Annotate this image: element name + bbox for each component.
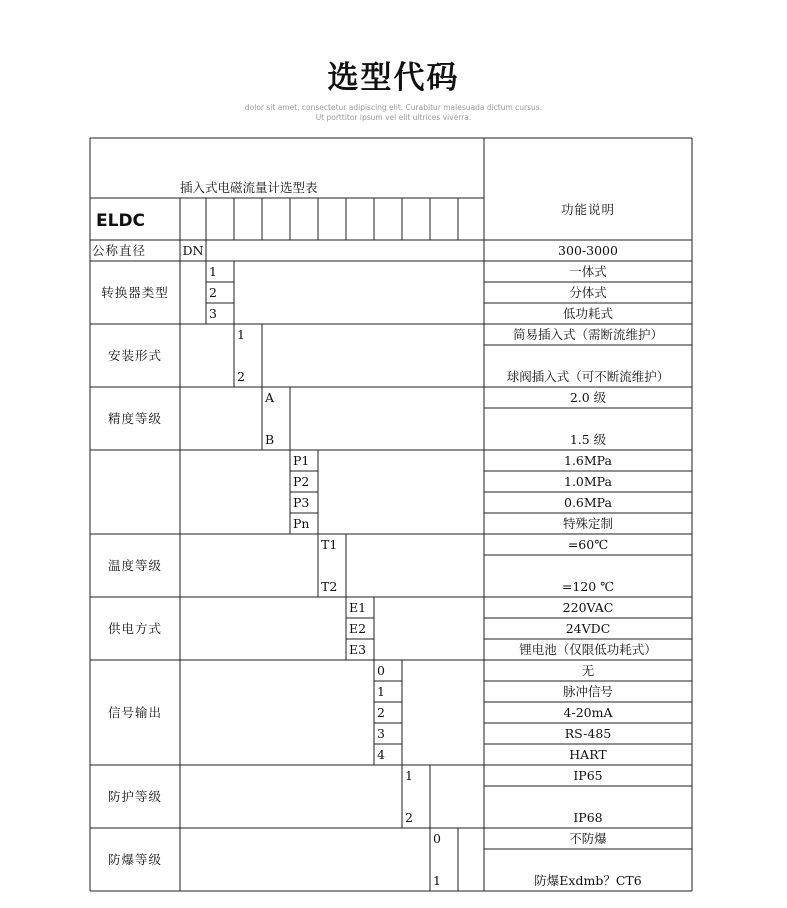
diameter-desc: 300-3000 xyxy=(558,243,618,258)
accuracy-code: B xyxy=(265,431,275,447)
signal-desc: RS-485 xyxy=(564,725,612,741)
converter-desc: 低功耗式 xyxy=(562,305,613,321)
pressure-desc: 1.0MPa xyxy=(564,473,612,489)
signal-desc: 无 xyxy=(581,662,595,678)
converter-code: 3 xyxy=(209,305,217,321)
explosion-desc: 防爆Exdmb？CT6 xyxy=(534,872,642,888)
model-code: ELDC xyxy=(96,211,146,231)
accuracy-code: A xyxy=(265,389,275,405)
signal-desc: 4-20mA xyxy=(563,704,613,720)
install-code: 1 xyxy=(237,326,245,342)
converter-label: 转换器类型 xyxy=(101,284,169,300)
power-code: E3 xyxy=(349,641,367,657)
install-desc: 简易插入式（需断流维护） xyxy=(512,326,663,342)
signal-label: 信号输出 xyxy=(107,704,162,720)
accuracy-desc: 2.0 级 xyxy=(569,389,607,405)
pressure-desc: 特殊定制 xyxy=(562,515,613,531)
signal-desc: 脉冲信号 xyxy=(562,683,613,699)
power-desc: 24VDC xyxy=(565,620,611,636)
temperature-code: T1 xyxy=(321,536,338,552)
diameter-code: DN xyxy=(182,243,204,258)
accuracy-label: 精度等级 xyxy=(107,410,162,426)
signal-code: 0 xyxy=(377,662,385,678)
page-title: 选型代码 xyxy=(327,60,460,96)
signal-code: 3 xyxy=(377,725,385,741)
explosion-label: 防爆等级 xyxy=(107,851,162,867)
protection-label: 防护等级 xyxy=(107,788,162,804)
pressure-code: Pn xyxy=(293,515,310,531)
protection-code: 1 xyxy=(405,767,413,783)
signal-code: 4 xyxy=(377,746,385,762)
signal-code: 1 xyxy=(377,683,385,699)
pressure-desc: 0.6MPa xyxy=(564,494,612,510)
explosion-desc: 不防爆 xyxy=(569,830,607,846)
signal-code: 2 xyxy=(377,704,385,720)
install-desc: 球阀插入式（可不断流维护） xyxy=(506,368,670,384)
subtitle-line-1: dolor sit amet, consectetur adipiscing elit. Curabitur malesuada dictum cursus. xyxy=(244,103,543,112)
protection-desc: IP65 xyxy=(573,767,603,783)
signal-desc: HART xyxy=(569,746,607,762)
temperature-desc: =60℃ xyxy=(567,536,609,552)
pressure-code: P3 xyxy=(293,494,310,510)
power-desc: 锂电池（仅限低功耗式） xyxy=(519,641,657,657)
power-desc: 220VAC xyxy=(562,599,614,615)
converter-code: 1 xyxy=(209,263,217,279)
pressure-code: P2 xyxy=(293,473,310,489)
temperature-desc: =120 ℃ xyxy=(561,578,615,594)
protection-desc: IP68 xyxy=(573,809,603,825)
table-caption: 插入式电磁流量计选型表 xyxy=(180,180,318,195)
power-code: E1 xyxy=(349,599,367,615)
explosion-code: 1 xyxy=(433,872,441,888)
install-label: 安装形式 xyxy=(107,347,162,363)
subtitle-line-2: Ut porttitor ipsum vel elit ultrices viverra. xyxy=(315,113,472,122)
pressure-desc: 1.6MPa xyxy=(564,452,612,468)
function-header: 功能说明 xyxy=(560,202,615,217)
converter-desc: 分体式 xyxy=(569,284,607,300)
power-label: 供电方式 xyxy=(107,620,162,636)
protection-code: 2 xyxy=(405,809,413,825)
install-code: 2 xyxy=(237,368,245,384)
power-code: E2 xyxy=(349,620,367,636)
temperature-code: T2 xyxy=(321,578,338,594)
temperature-label: 温度等级 xyxy=(107,557,162,573)
converter-code: 2 xyxy=(209,284,217,300)
diameter-label: 公称直径 xyxy=(92,243,147,258)
pressure-code: P1 xyxy=(293,452,310,468)
converter-desc: 一体式 xyxy=(569,263,607,279)
accuracy-desc: 1.5 级 xyxy=(569,431,607,447)
explosion-code: 0 xyxy=(433,830,441,846)
